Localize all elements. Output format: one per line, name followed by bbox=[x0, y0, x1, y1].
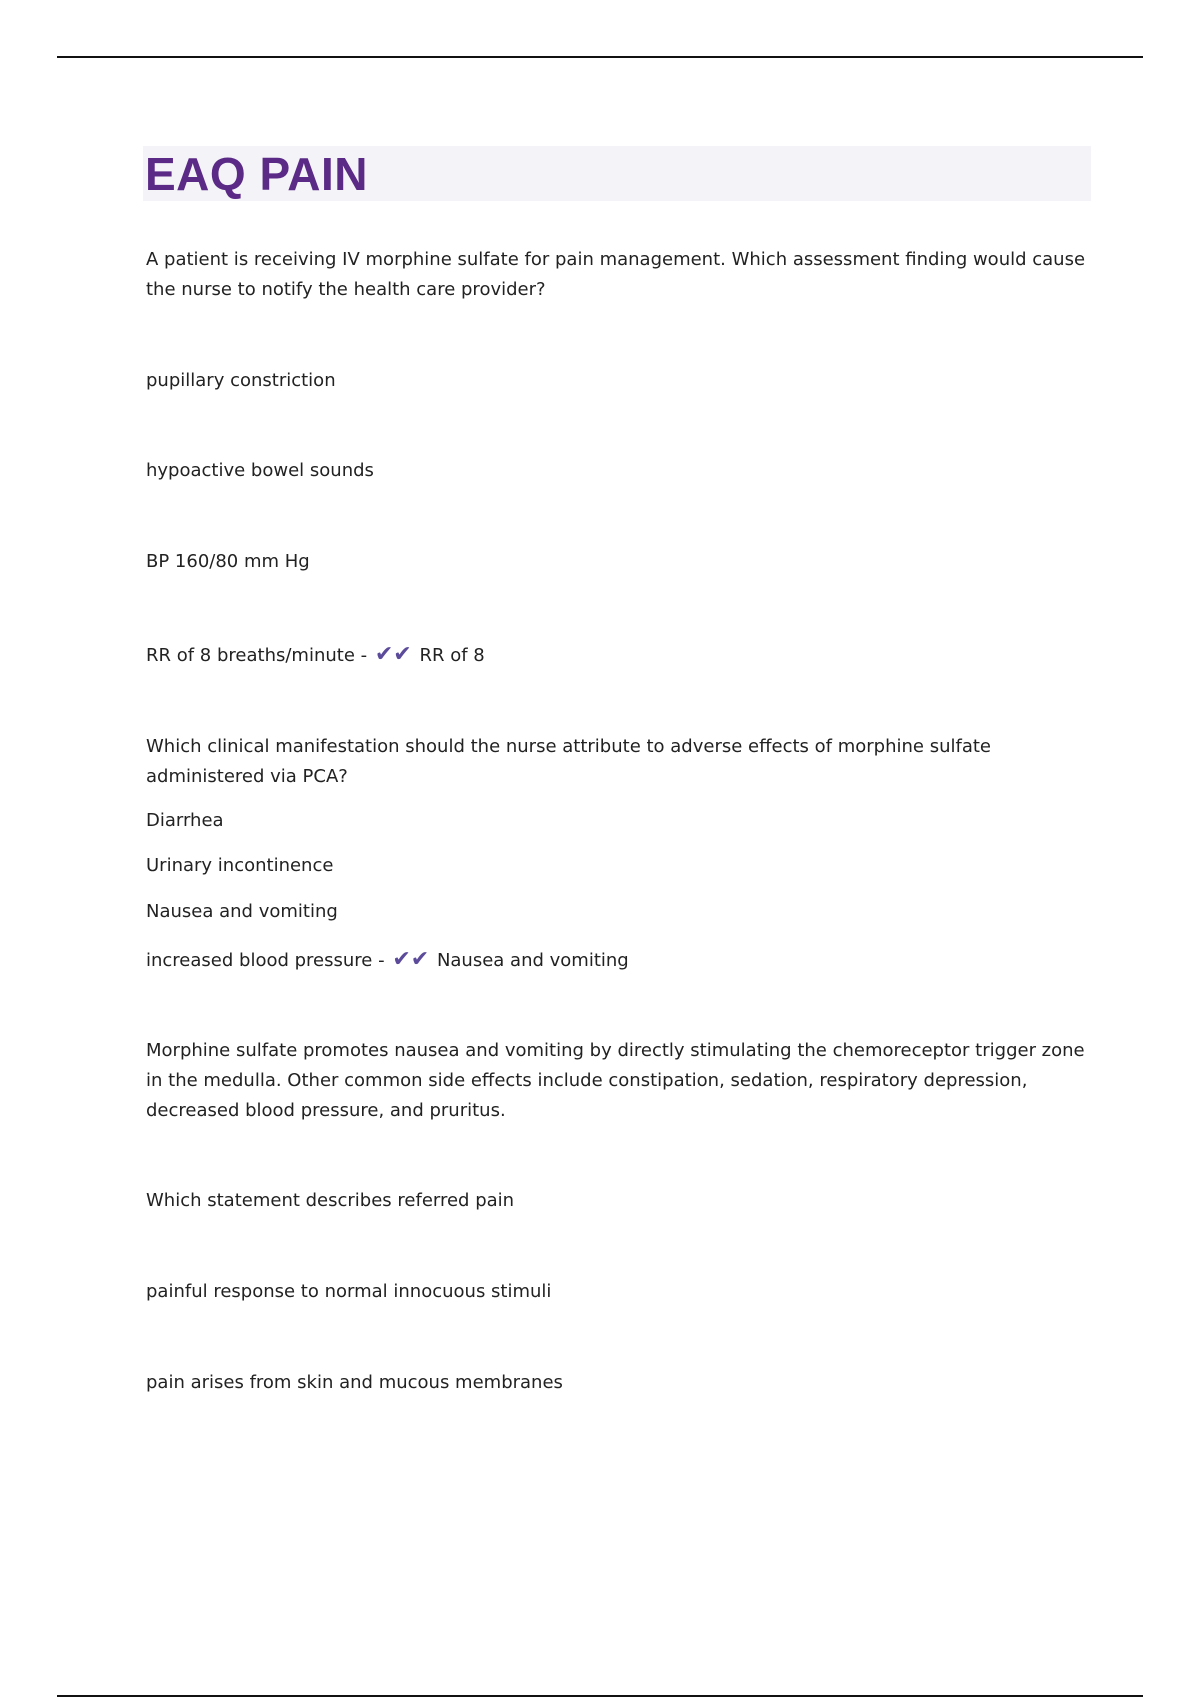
q2-option-4-with-answer bbox=[146, 945, 629, 976]
q2-answer: Nausea and vomiting bbox=[436, 950, 629, 971]
bottom-divider bbox=[57, 1695, 1143, 1697]
q2-option-4: increased blood pressure - bbox=[146, 950, 385, 971]
q3-option-2: pain arises from skin and mucous membranes bbox=[146, 1372, 563, 1393]
page-title: EAQ PAIN bbox=[145, 148, 368, 200]
q1-option-1: pupillary constriction bbox=[146, 370, 336, 391]
q1-option-3: BP 160/80 mm Hg bbox=[146, 551, 310, 572]
q1-option-4-with-answer bbox=[146, 640, 485, 671]
question-1-text: A patient is receiving IV morphine sulfate for pain management. Which assessment finding would cause the nurse to notify the health care provider? bbox=[146, 249, 1086, 300]
top-divider bbox=[57, 56, 1143, 58]
q1-option-4: RR of 8 breaths/minute - bbox=[146, 645, 368, 666]
q2-option-1: Diarrhea bbox=[146, 810, 224, 831]
q2-rationale: Morphine sulfate promotes nausea and vomiting by directly stimulating the chemoreceptor trigger zone in the medulla. Other common side effects include constipation, sedation, respiratory depression, decreased blood pressure, and pruritus. bbox=[146, 1040, 1085, 1121]
question-3-text: Which statement describes referred pain bbox=[146, 1190, 515, 1211]
double-check-icon: ✔✔ bbox=[374, 642, 412, 667]
q1-option-2: hypoactive bowel sounds bbox=[146, 460, 374, 481]
q2-option-3: Nausea and vomiting bbox=[146, 901, 338, 922]
q3-option-1: painful response to normal innocuous stimuli bbox=[146, 1281, 552, 1302]
q1-answer: RR of 8 bbox=[419, 645, 485, 666]
q2-option-2: Urinary incontinence bbox=[146, 855, 334, 876]
question-2-text: Which clinical manifestation should the nurse attribute to adverse effects of morphine sulfate administered via PCA? bbox=[146, 736, 991, 787]
double-check-icon: ✔✔ bbox=[392, 947, 430, 972]
